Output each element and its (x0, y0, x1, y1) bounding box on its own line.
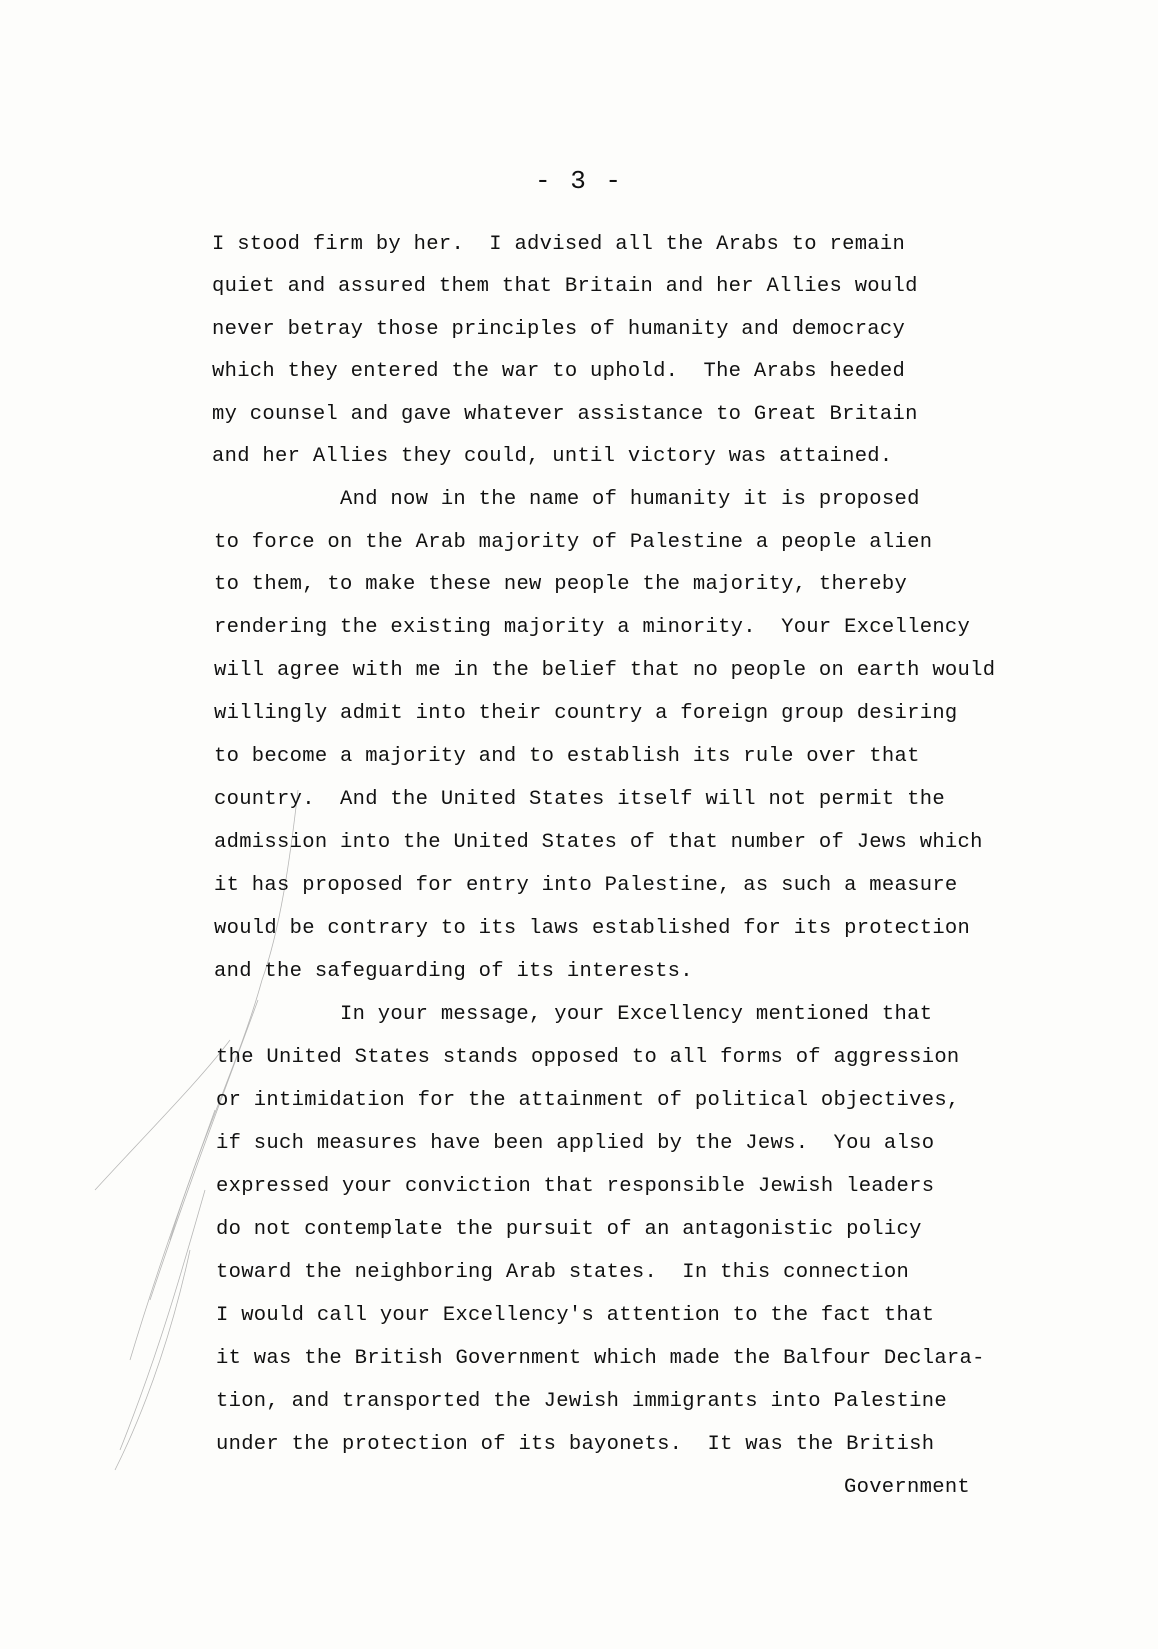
text-line: it was the British Government which made the Balfour Declara- (216, 1347, 985, 1370)
text-line: the United States stands opposed to all forms of aggression (216, 1046, 960, 1069)
text-line: to force on the Arab majority of Palestine a people alien (214, 531, 933, 554)
text-line: which they entered the war to uphold. The Arabs heeded (212, 360, 906, 383)
text-line: would be contrary to its laws established for its protection (214, 917, 971, 940)
text-line: tion, and transported the Jewish immigrants into Palestine (216, 1390, 947, 1413)
catchword: Government (844, 1476, 971, 1499)
text-line: willingly admit into their country a foreign group desiring (214, 702, 958, 725)
text-line: or intimidation for the attainment of political objectives, (216, 1089, 960, 1112)
text-line: country. And the United States itself will not permit the (214, 788, 945, 811)
page-number: - 3 - (534, 166, 623, 196)
text-line: And now in the name of humanity it is proposed (340, 488, 920, 511)
text-line: to them, to make these new people the majority, thereby (214, 573, 908, 596)
text-line: rendering the existing majority a minority. Your Excellency (214, 616, 971, 639)
text-line: it has proposed for entry into Palestine, as such a measure (214, 874, 958, 897)
text-line: if such measures have been applied by the Jews. You also (216, 1132, 935, 1155)
text-line: I stood firm by her. I advised all the Arabs to remain (212, 233, 906, 256)
text-line: toward the neighboring Arab states. In this connection (216, 1261, 910, 1284)
text-line: I would call your Excellency's attention to the fact that (216, 1304, 935, 1327)
text-line: admission into the United States of that number of Jews which (214, 831, 983, 854)
text-line: and the safeguarding of its interests. (214, 960, 693, 983)
text-line: my counsel and gave whatever assistance to Great Britain (212, 403, 918, 426)
text-line: expressed your conviction that responsible Jewish leaders (216, 1175, 935, 1198)
text-line: never betray those principles of humanity and democracy (212, 318, 906, 341)
text-line: do not contemplate the pursuit of an antagonistic policy (216, 1218, 922, 1241)
text-line: In your message, your Excellency mentioned that (340, 1003, 933, 1026)
text-line: and her Allies they could, until victory was attained. (212, 445, 893, 468)
text-line: will agree with me in the belief that no people on earth would (214, 659, 996, 682)
text-line: quiet and assured them that Britain and her Allies would (212, 275, 918, 298)
text-line: under the protection of its bayonets. It was the British (216, 1433, 935, 1456)
text-line: to become a majority and to establish its rule over that (214, 745, 920, 768)
